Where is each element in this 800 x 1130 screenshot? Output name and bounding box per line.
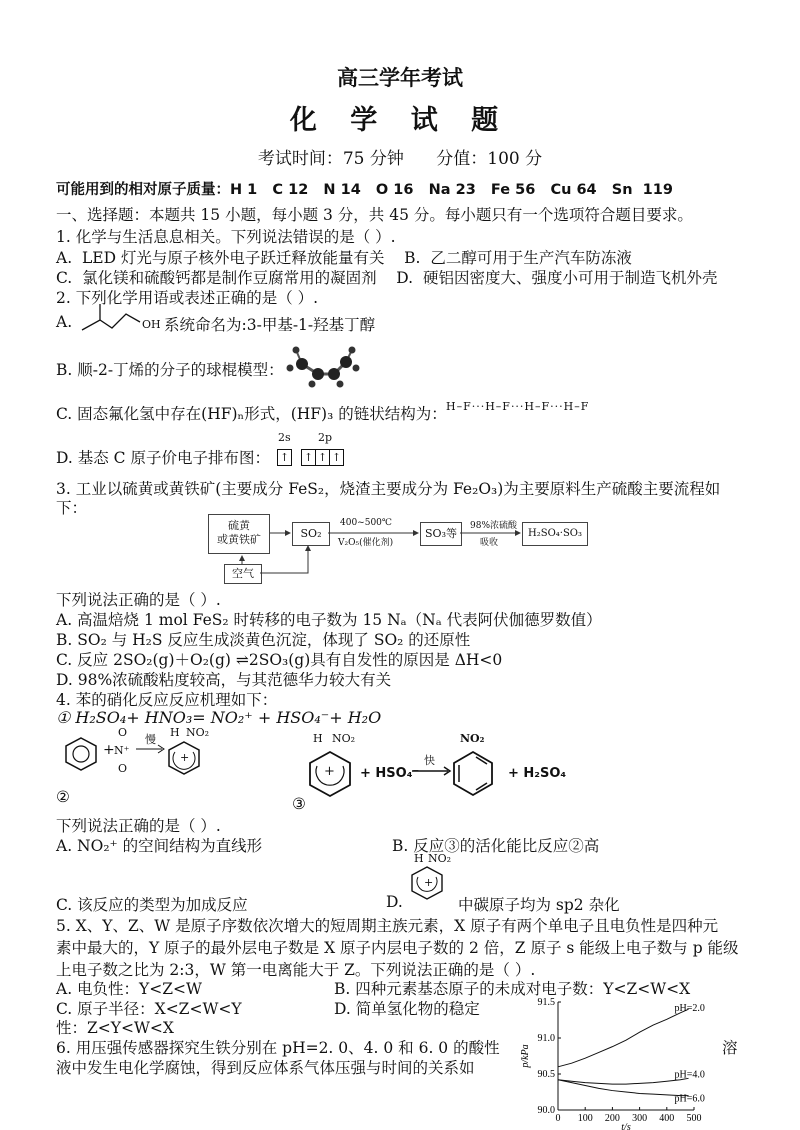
q5-stem-3: 上电子数之比为 2:3，W 第一电离能大于 Z。下列说法正确的是（ ）. bbox=[56, 961, 536, 979]
q3-option-a: A. 高温焙烧 1 mol FeS₂ 时转移的电子数为 15 Nₐ（Nₐ 代表阿伏伽德罗数值） bbox=[56, 611, 602, 629]
q1-options-ab: A. LED 灯光与原子核外电子跃迁释放能量有关 B. 乙二醇可用于生产汽车防冻液 bbox=[56, 249, 632, 267]
flow-air: 空气 bbox=[224, 564, 262, 584]
y-tick-label: 91.0 bbox=[537, 1033, 555, 1044]
flow-absorb-label: 吸收 bbox=[480, 538, 499, 548]
q2-option-a-label: A. bbox=[56, 313, 73, 331]
series-label: pH=2.0 bbox=[674, 1003, 705, 1015]
orbital-2p-label: 2p bbox=[318, 431, 333, 444]
sigma-complex-2-h: H bbox=[170, 726, 180, 739]
q5-stem-2: 素中最大的，Y 原子的最外层电子数是 X 原子内层电子数的 2 倍，Z 原子 s 能级上电子数与 p 能级 bbox=[56, 939, 739, 957]
q1-options-cd: C. 氯化镁和硫酸钙都是制作豆腐常用的凝固剂 D. 硬铝因密度大、强度小可用于制造飞机外壳 bbox=[56, 269, 718, 287]
atomic-masses: 可能用到的相对原子质量：H 1 C 12 N 14 O 16 Na 23 Fe 56 Cu 64 Sn 119 bbox=[56, 182, 673, 198]
y-axis-label: p/kPa bbox=[520, 1044, 531, 1068]
h2so4-product: + H₂SO₄ bbox=[508, 766, 567, 781]
q2-option-b-text: B. 顺-2-丁烯的分子的球棍模型： bbox=[56, 361, 284, 379]
y-tick-label: 91.5 bbox=[537, 997, 555, 1008]
ball-stick-model bbox=[282, 340, 362, 388]
x-axis-label: t/s bbox=[621, 1122, 631, 1130]
flow-raw-material: 硫黄 或黄铁矿 bbox=[208, 514, 270, 554]
q4-ask: 下列说法正确的是（ ）. bbox=[56, 817, 221, 835]
orbital-2s-box: ↑ bbox=[278, 447, 292, 466]
sigma-complex-2-charge: + bbox=[180, 751, 190, 764]
flow-condition-temp: 400~500℃ bbox=[340, 518, 392, 528]
sigma-complex-3-h: H bbox=[313, 732, 323, 745]
series-label: pH=6.0 bbox=[674, 1093, 705, 1105]
q2-option-a-text: 系统命名为:3-甲基-1-羟基丁醇 bbox=[164, 316, 376, 334]
q5-option-d: D. 简单氢化物的稳定 bbox=[334, 1000, 480, 1018]
q3-option-b: B. SO₂ 与 H₂S 反应生成淡黄色沉淀，体现了 SO₂ 的还原性 bbox=[56, 631, 471, 649]
exam-title: 高三学年考试 bbox=[337, 65, 463, 90]
x-tick-label: 100 bbox=[577, 1113, 593, 1124]
hso4-reactant: + HSO₄⁻ bbox=[360, 766, 420, 781]
nitronium-n: N⁺ bbox=[114, 744, 130, 757]
section-heading: 一、选择题：本题共 15 小题，每小题 3 分，共 45 分。每小题只有一个选项符合题目要求。 bbox=[56, 206, 693, 224]
flow-condition-catalyst: V₂O₅(催化剂) bbox=[338, 538, 394, 548]
hydroxyl-label: OH bbox=[142, 318, 161, 331]
reaction-3-label: ③ bbox=[292, 795, 306, 813]
flow-so3: SO₃等 bbox=[420, 522, 462, 546]
series-line bbox=[558, 1009, 689, 1067]
flow-product: H₂SO₄·SO₃ bbox=[522, 522, 588, 546]
flow-absorb-acid: 98%浓硫酸 bbox=[470, 521, 518, 531]
benzene-ring bbox=[62, 734, 100, 774]
q6-stem-1: 6. 用压强传感器探究生铁分别在 pH=2. 0、4. 0 和 6. 0 的酸性 bbox=[56, 1039, 500, 1057]
flow-so2: SO₂ bbox=[292, 522, 330, 546]
q4-d-no2: NO₂ bbox=[428, 852, 452, 865]
q6-stem-1-tail: 溶 bbox=[722, 1039, 738, 1057]
exam-info: 考试时间：75 分钟 分值：100 分 bbox=[257, 149, 543, 169]
reaction-2-label: ② bbox=[56, 788, 70, 806]
q3-ask: 下列说法正确的是（ ）. bbox=[56, 591, 221, 609]
q5-stem-1: 5. X、Y、Z、W 是原子序数依次增大的短周期主族元素，X 原子有两个单电子且电负性是四种元 bbox=[56, 917, 719, 935]
sigma-complex-2-no2: NO₂ bbox=[186, 726, 210, 739]
q2-stem: 2. 下列化学用语或表述正确的是（ ）. bbox=[56, 289, 319, 307]
q4-option-d-label: D. bbox=[386, 893, 403, 911]
q4-option-a: A. NO₂⁺ 的空间结构为直线形 bbox=[56, 837, 263, 855]
q5-option-d-cont: 性：Z<Y<W<X bbox=[56, 1019, 174, 1037]
x-tick-label: 400 bbox=[659, 1113, 675, 1124]
q5-option-a: A. 电负性：Y<Z<W bbox=[56, 980, 202, 998]
q4-d-h: H bbox=[414, 852, 424, 865]
subject-title: 化 学 试 题 bbox=[289, 105, 511, 136]
x-tick-label: 0 bbox=[555, 1113, 561, 1124]
x-tick-label: 300 bbox=[632, 1113, 648, 1124]
nitronium-o-bottom: O bbox=[118, 762, 128, 775]
flow-diagram bbox=[208, 514, 583, 584]
q3-option-d: D. 98%浓硫酸粘度较高，与其范德华力较大有关 bbox=[56, 671, 392, 689]
q1-stem: 1. 化学与生活息息相关。下列说法错误的是（ ）. bbox=[56, 228, 396, 246]
series-label: pH=4.0 bbox=[674, 1069, 705, 1081]
orbital-2p-boxes: ↑ ↑ ↑ bbox=[302, 447, 344, 466]
pressure-time-chart bbox=[518, 994, 718, 1130]
q4-option-d-text: 中碳原子均为 sp2 杂化 bbox=[458, 896, 620, 914]
q4-option-c: C. 该反应的类型为加成反应 bbox=[56, 896, 248, 914]
nitrobenzene bbox=[448, 748, 498, 798]
orbital-2s-label: 2s bbox=[278, 431, 291, 444]
sigma-complex-3-no2: NO₂ bbox=[332, 732, 356, 745]
q4-d-charge: + bbox=[424, 876, 434, 889]
slow-arrow bbox=[136, 744, 166, 754]
x-tick-label: 500 bbox=[686, 1113, 702, 1124]
x-tick-label: 200 bbox=[604, 1113, 620, 1124]
nitrobenzene-no2: NO₂ bbox=[460, 732, 485, 745]
series-line bbox=[558, 1078, 689, 1084]
q4-equation-1: ① H₂SO₄+ HNO₃= NO₂⁺ + HSO₄⁻+ H₂O bbox=[56, 708, 382, 727]
q4-stem: 4. 苯的硝化反应反应机理如下： bbox=[56, 691, 278, 709]
nitronium-o-top: O bbox=[118, 726, 128, 739]
slow-label: 慢 bbox=[145, 733, 156, 746]
q2-option-c-text: C. 固态氟化氢中存在(HF)ₙ形式，(HF)₃ 的链状结构为： bbox=[56, 405, 447, 423]
q4-r2-plus: + bbox=[103, 742, 115, 758]
q4-option-b: B. 反应③的活化能比反应②高 bbox=[392, 837, 600, 855]
sigma-complex-3-charge: + bbox=[324, 764, 335, 779]
q5-option-c: C. 原子半径：X<Z<W<Y bbox=[56, 1000, 242, 1018]
q3-stem-1: 3. 工业以硫黄或黄铁矿(主要成分 FeS₂，烧渣主要成分为 Fe₂O₃)为主要原料生产硫酸主要流程如 bbox=[56, 480, 721, 498]
q2-option-d-text: D. 基态 C 原子价电子排布图： bbox=[56, 449, 270, 467]
fast-arrow bbox=[412, 766, 452, 776]
q6-stem-2: 液中发生电化学腐蚀，得到反应体系气体压强与时间的关系如 bbox=[56, 1059, 475, 1077]
q3-stem-2: 下： bbox=[56, 499, 88, 517]
flow-arrows bbox=[208, 514, 588, 584]
q3-option-c: C. 反应 2SO₂(g)＋O₂(g) ⇌2SO₃(g)具有自发性的原因是 ΔH<0 bbox=[56, 651, 503, 669]
q5-option-b: B. 四种元素基态原子的未成对电子数：Y<Z<W<X bbox=[334, 980, 691, 998]
hf-chain: H–F···H–F···H–F···H–F bbox=[446, 400, 590, 413]
y-tick-label: 90.5 bbox=[537, 1069, 555, 1080]
fast-label: 快 bbox=[424, 754, 435, 767]
y-tick-label: 90.0 bbox=[537, 1105, 555, 1116]
